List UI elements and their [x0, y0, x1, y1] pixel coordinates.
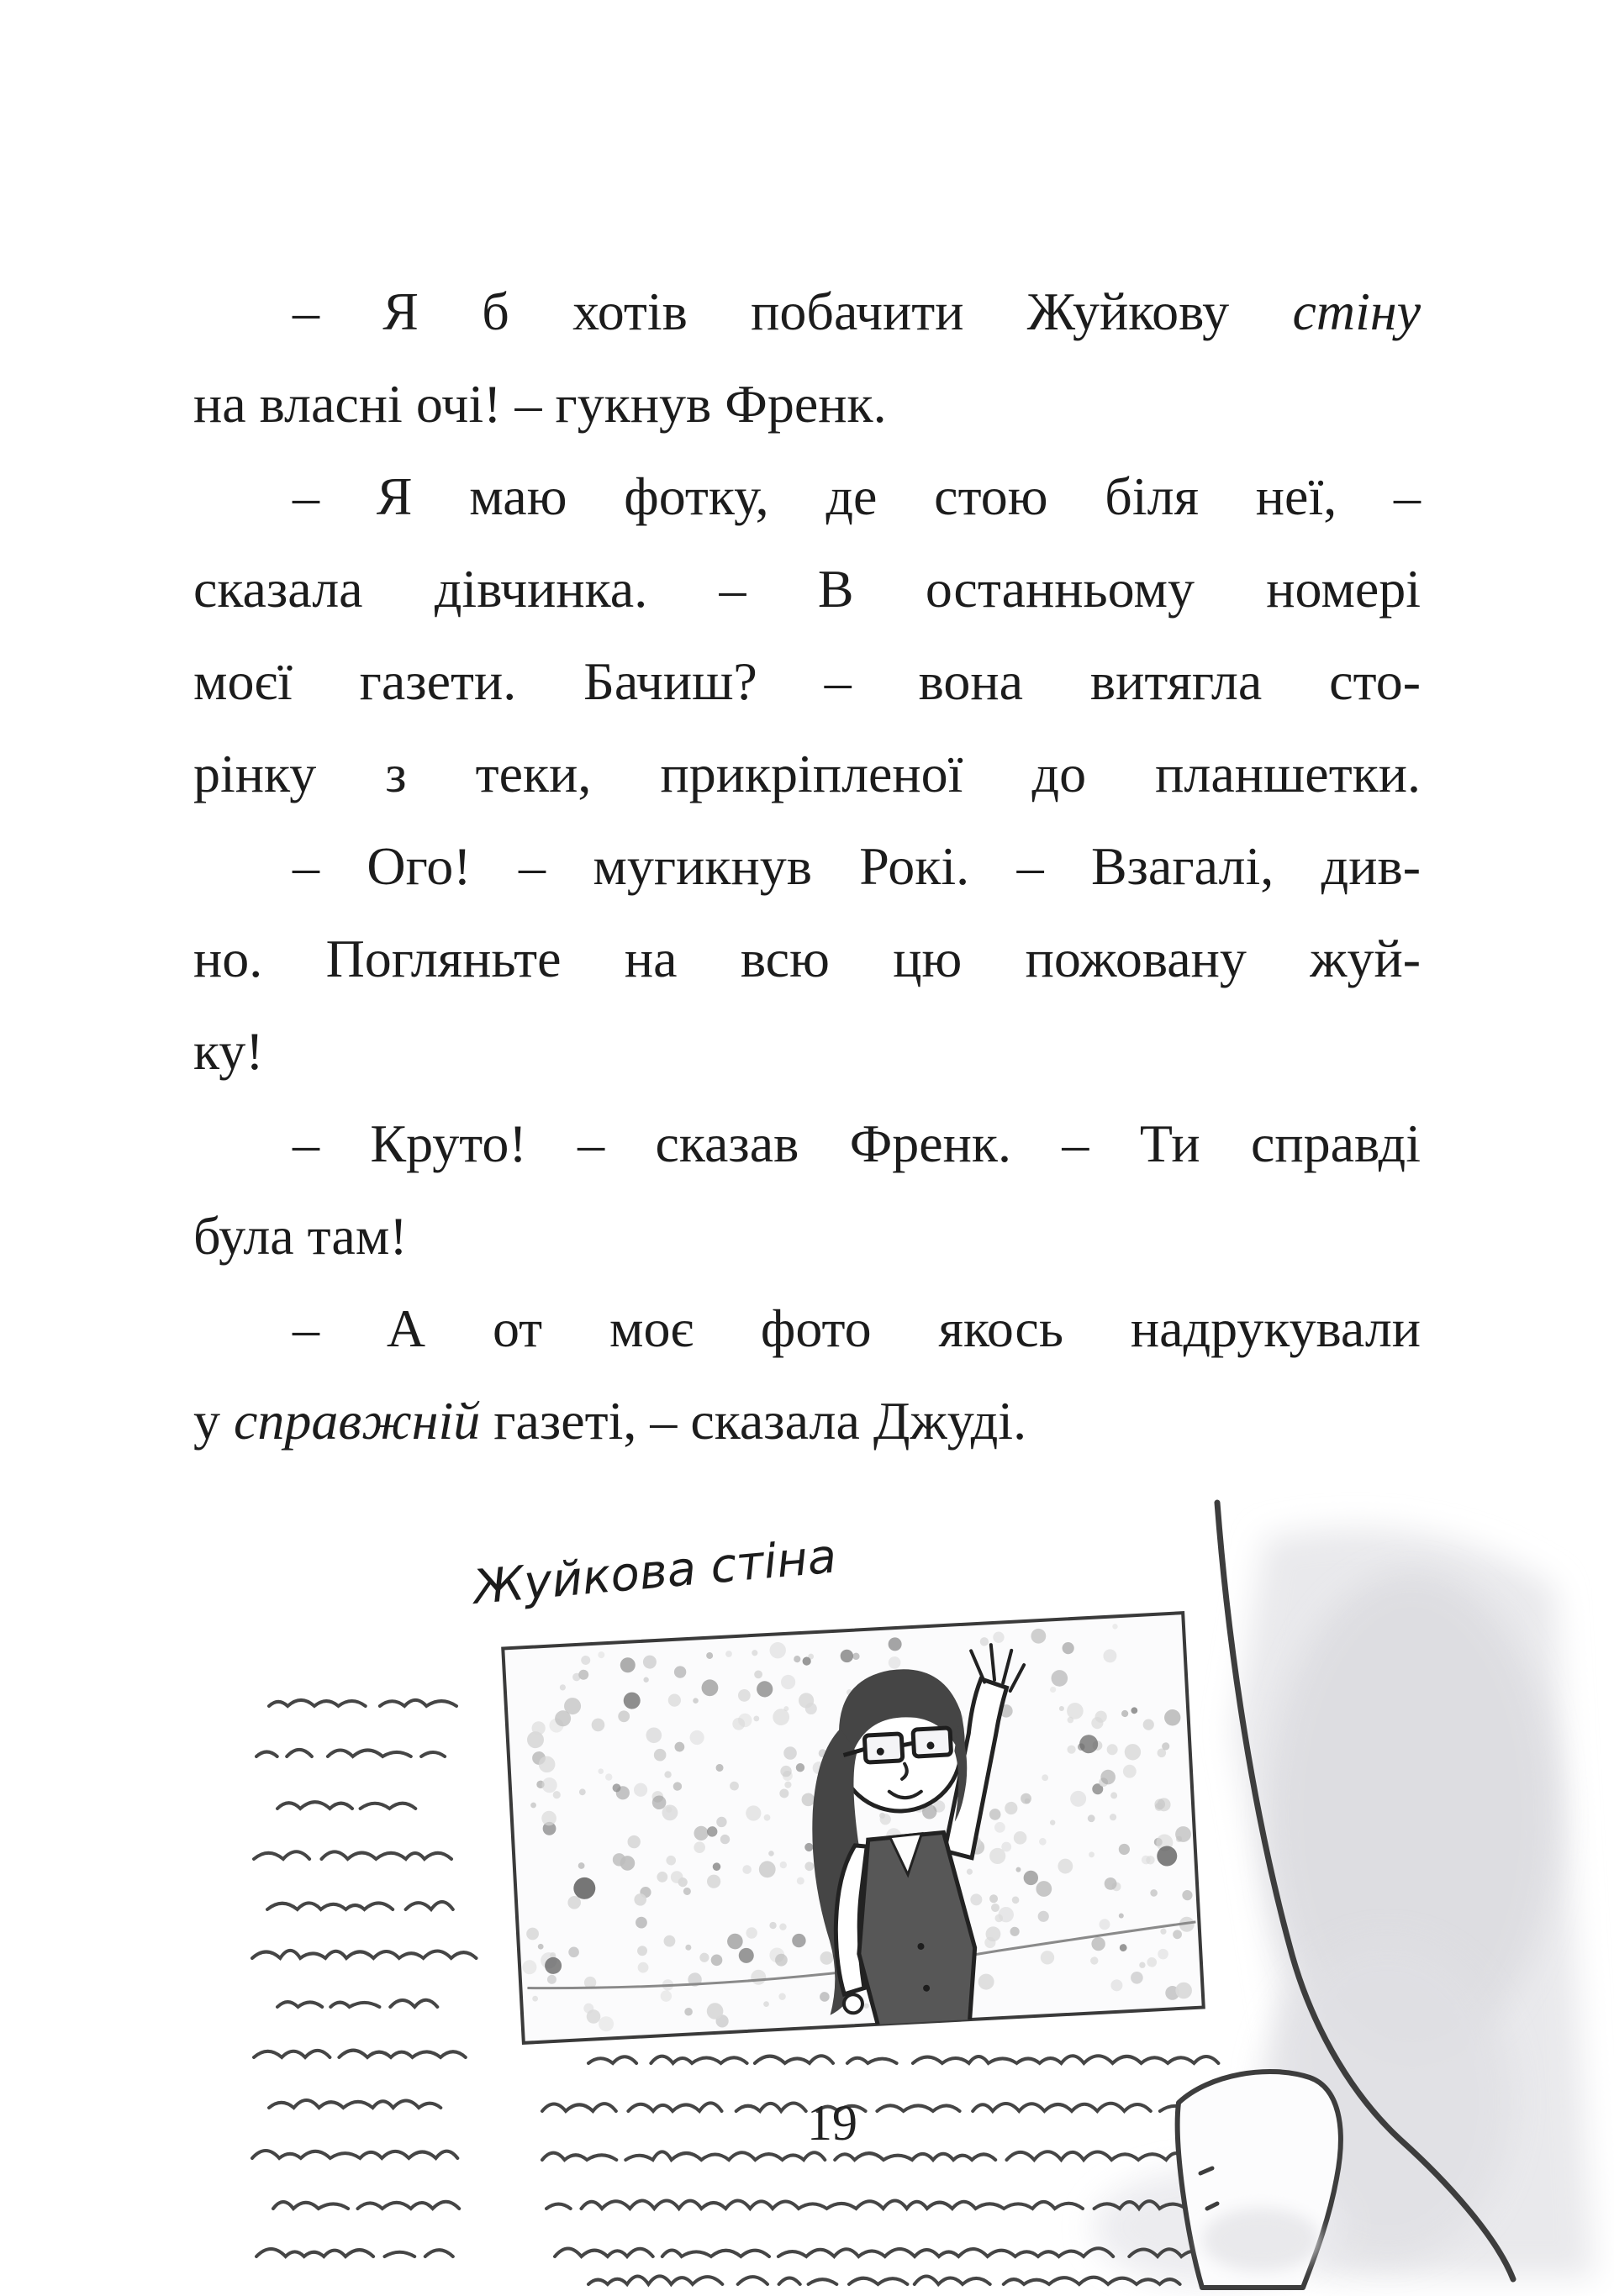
text-line: ку!: [193, 1021, 264, 1081]
text-line: – Я маю фотку, де стою біля неї, –: [293, 466, 1421, 526]
thumb-hand: [1178, 2072, 1341, 2288]
scribble-lines-left: [252, 1700, 476, 2257]
illustration-newspaper-gumwall: [0, 1479, 1614, 2296]
text-line: – Я б хотів побачити Жуйкову стіну: [293, 282, 1421, 341]
text-line: на власні очі! – гукнув Френк.: [193, 374, 887, 434]
text-line: – Ого! – мугикнув Рокі. – Взагалі, див-: [293, 836, 1421, 896]
handwritten-caption: Жуйкова стіна: [471, 1529, 839, 1615]
text-line: сказала дівчинка. – В останньому номері: [193, 559, 1421, 619]
text-line: була там!: [193, 1206, 408, 1266]
text-line: рінку з теки, прикріпленої до планшетки.: [193, 744, 1421, 803]
text-line: но. Погляньте на всю цю пожовану жуй-: [193, 929, 1421, 988]
text-line: моєї газети. Бачиш? – вона витягла сто-: [193, 651, 1421, 711]
story-text: [193, 266, 1421, 1467]
scribble-lines-bottom: [542, 2056, 1248, 2284]
page-number: 19: [807, 2095, 857, 2151]
text-line: у справжній газеті, – сказала Джуді.: [193, 1391, 1027, 1451]
text-line: – А от моє фото якось надрукували: [293, 1298, 1421, 1358]
text-line: – Круто! – сказав Френк. – Ти справді: [293, 1114, 1421, 1173]
